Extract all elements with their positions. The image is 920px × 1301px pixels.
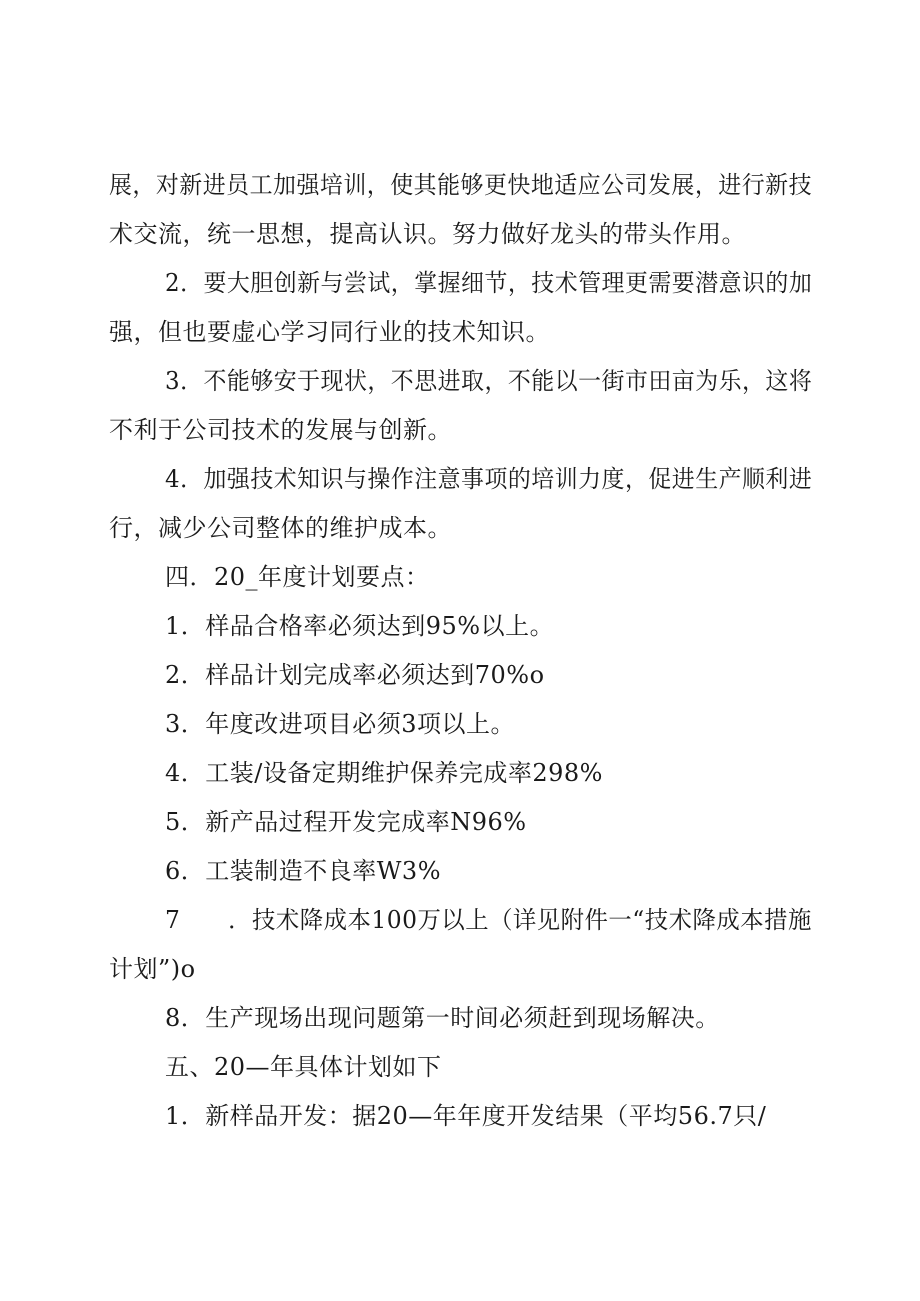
plan-item-4: 4．工装/设备定期维护保养完成率298%: [165, 759, 603, 787]
plan-item-8: 8．生产现场出现问题第一时间必须赶到现场解决。: [165, 1004, 720, 1032]
paragraph-line-1: 展，对新进员工加强培训，使其能够更快地适应公司发展，进行新技: [109, 171, 813, 199]
detail-item-1: 1．新样品开发：据20—年年度开发结果（平均56.7只/: [165, 1102, 767, 1130]
plan-item-6: 6．工装制造不良率W3%: [165, 857, 442, 885]
section-heading-five: 五、20—年具体计划如下: [165, 1053, 442, 1081]
plan-item-7-line-1: 7 ．技术降成本100万以上（详见附件一“技术降成本措施: [165, 906, 812, 934]
plan-item-1: 1．样品合格率必须达到95%以上。: [165, 612, 555, 640]
list-item-3-line-1: 3．不能够安于现状，不思进取，不能以一街市田亩为乐，这将: [165, 367, 813, 395]
section-heading-four: 四．20_年度计划要点：: [165, 563, 430, 591]
list-item-2-line-2: 强，但也要虚心学习同行业的技术知识。: [109, 318, 550, 346]
list-item-3-line-2: 不利于公司技术的发展与创新。: [109, 416, 452, 444]
plan-item-7-line-2: 计划”)o: [109, 955, 196, 983]
plan-item-2: 2．样品计划完成率必须达到70%o: [165, 661, 545, 689]
list-item-4-line-2: 行，减少公司整体的维护成本。: [109, 514, 452, 542]
list-item-2-line-1: 2．要大胆创新与尝试，掌握细节，技术管理更需要潜意识的加: [165, 269, 813, 297]
paragraph-line-2: 术交流，统一思想，提高认识。努力做好龙头的带头作用。: [109, 220, 746, 248]
plan-item-5: 5．新产品过程开发完成率N96%: [165, 808, 527, 836]
list-item-4-line-1: 4．加强技术知识与操作注意事项的培训力度，促进生产顺利进: [165, 465, 813, 493]
plan-item-3: 3．年度改进项目必须3项以上。: [165, 710, 516, 738]
